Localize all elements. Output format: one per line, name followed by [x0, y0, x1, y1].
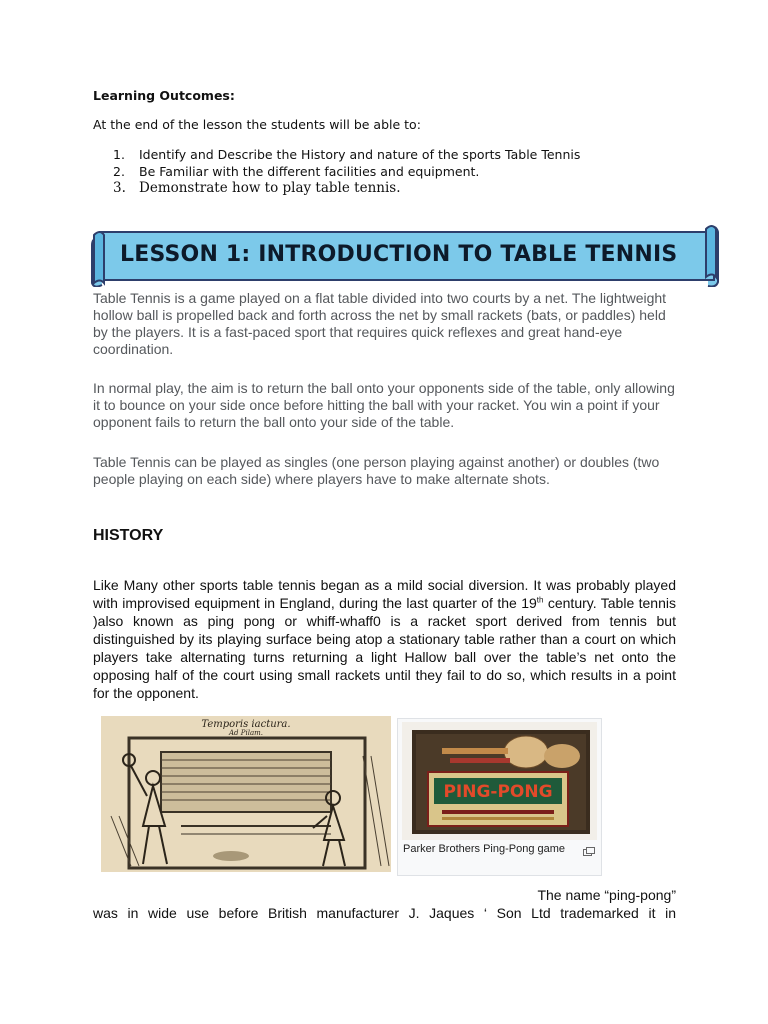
- woodcut-illustration: [101, 716, 391, 872]
- list-number: 2.: [113, 164, 125, 179]
- intro-paragraph: Table Tennis is a game played on a flat table divided into two courts by a net. The lightweight hollow ball is propelled back and forth across the net by small rackets (bats, or paddles) held by the players. It is a fast-paced sport that requires quick reflexes and great hand-eye coordination.: [93, 290, 667, 357]
- singles-doubles-paragraph: Table Tennis can be played as singles (one person playing against another) or doubles (two people playing on each side) where players have to make alternate shots.: [93, 454, 660, 487]
- list-item-text: Be Familiar with the different facilities and equipment.: [139, 164, 480, 179]
- list-number: 3.: [113, 180, 126, 196]
- list-item-text: Identify and Describe the History and nature of the sports Table Tennis: [139, 147, 581, 162]
- history-text-part: century. Table tennis )also known as ping pong or whiff-whaff0 is a racket sport derived from tennis but distinguished by its playing surface being atop a stationary table rather than a court on which players take alternating turns returning a light Hallow ball over the table’s net onto the opposing half of the court using small rackets until they fail to do so, which results in a point for the opponent.: [93, 595, 676, 701]
- learning-outcomes-list: [113, 146, 580, 197]
- woodcut-subcaption: Ad Pilam.: [229, 729, 263, 737]
- enlarge-glyph: [583, 847, 595, 856]
- trailing-text-line: The name “ping-pong”: [537, 887, 676, 903]
- history-paragraph: [93, 576, 676, 702]
- history-text-part: Like Many other sports table tennis began as a mild social diversion. It was probably played with improvised equipment in England, during the last quarter of the 19: [93, 577, 676, 611]
- image-caption: Parker Brothers Ping-Pong game: [403, 843, 566, 855]
- woodcut-caption: Temporis iactura.: [201, 719, 291, 730]
- trailing-text-line: was in wide use before British manufacturer J. Jaques ‘ Son Ltd trademarked it in: [93, 905, 676, 921]
- lesson-title: LESSON 1: INTRODUCTION TO TABLE TENNIS: [120, 242, 678, 267]
- rules-paragraph: In normal play, the aim is to return the ball onto your opponents side of the table, only allowing it to bounce on your side once before hitting the ball with your racket. You win a point if your opponent fails to return the ball onto your side of the table.: [93, 380, 675, 430]
- ordinal-superscript: th: [536, 595, 544, 605]
- learning-outcomes-heading: Learning Outcomes:: [93, 88, 235, 103]
- box-label: PING-PONG: [443, 782, 553, 802]
- list-number: 1.: [113, 147, 125, 162]
- list-item: [113, 146, 580, 163]
- history-heading: HISTORY: [93, 527, 164, 544]
- ping-pong-photo[interactable]: [402, 722, 597, 840]
- woodcut-drawing: [101, 716, 391, 872]
- ping-pong-box-drawing: [402, 722, 597, 840]
- enlarge-icon[interactable]: [583, 843, 595, 852]
- learning-outcomes-intro: At the end of the lesson the students will be able to:: [93, 117, 421, 132]
- list-item: [113, 180, 580, 197]
- list-item-text: Demonstrate how to play table tennis.: [139, 180, 401, 196]
- list-item: [113, 163, 580, 180]
